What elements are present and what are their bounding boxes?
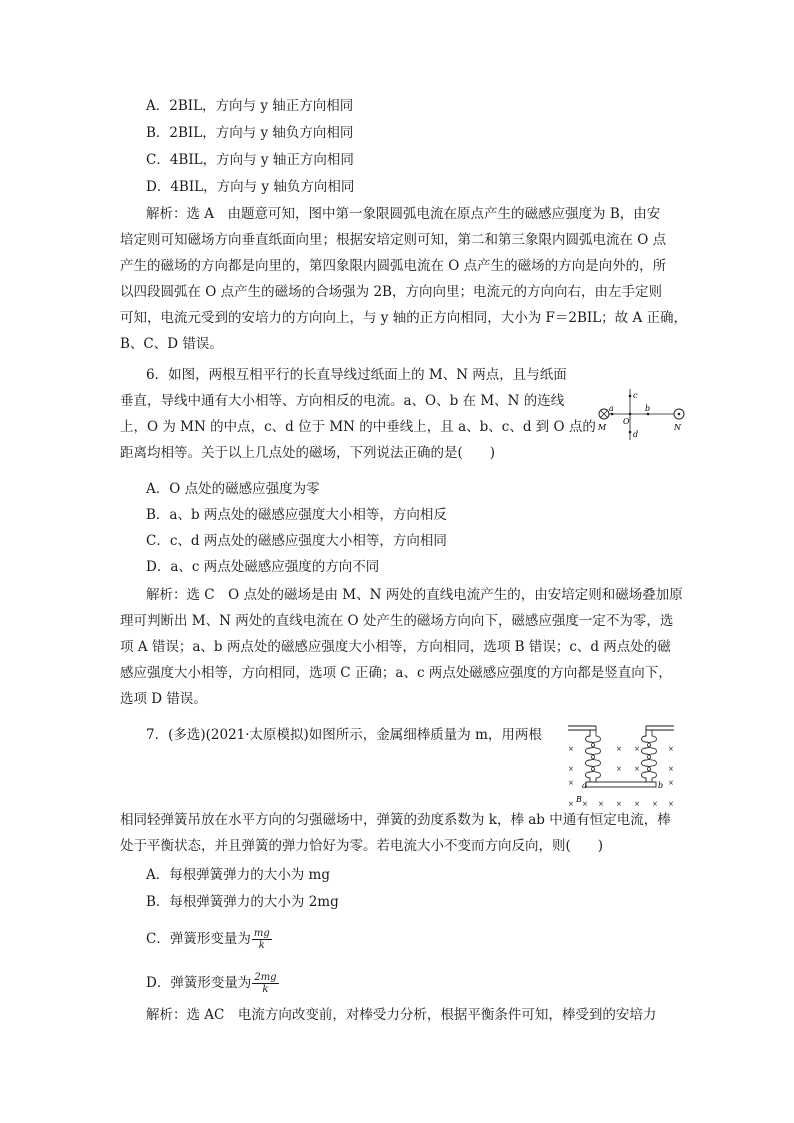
point-c (629, 395, 632, 398)
field-cross: × (598, 800, 604, 808)
field-cross: × (616, 745, 622, 753)
left-spring (586, 730, 595, 782)
q6-analysis-line: 感应强度大小相等，方向相同，选项 C 正确；a、c 两点处磁感应强度的方向都是竖直向下， (120, 665, 672, 681)
q7-option-a: A．每根弹簧弹力的大小为 mg (146, 867, 330, 883)
q5-option-d: D．4BIL，方向与 y 轴负方向相同 (146, 179, 355, 195)
label-b: b (645, 404, 651, 413)
q6-option-c: C．c、d 两点处的磁感应强度大小相等，方向相同 (146, 533, 447, 549)
field-cross: × (668, 800, 674, 808)
q7-stem-first-line: 7．(多选)(2021·太原模拟)如图所示，金属细棒质量为 m，用两根 (146, 727, 542, 743)
field-cross: × (668, 745, 674, 753)
fraction (252, 928, 272, 951)
label-b: b (658, 781, 664, 790)
q6-analysis-line: 解析：选 C O 点处的磁场是由 M、N 两处的直线电流产生的，由安培定则和磁场叠加原 (146, 587, 683, 603)
q6-stem-line: 距离均相等。关于以上几点处的磁场，下列说法正确的是( ) (120, 445, 496, 461)
fraction (252, 972, 278, 995)
q5-option-a: A．2BIL，方向与 y 轴正方向相同 (146, 98, 354, 114)
q5-analysis-line: 以四段圆弧在 O 点产生的磁场的合场强为 2B，方向向里；电流元的方向向右，由左手定则 (120, 284, 662, 300)
label-o: O (623, 417, 630, 426)
q7-option-c-label: C．弹簧形变量为 (146, 931, 251, 947)
label-d: d (633, 430, 639, 439)
right-ceiling-mount (646, 726, 674, 730)
q7-option-d-label: D．弹簧形变量为 (146, 975, 252, 991)
label-field-b: B (576, 795, 582, 804)
field-cross: × (634, 765, 640, 773)
q7-option-c (146, 928, 272, 951)
q5-analysis-line: 培定则可知磁场方向垂直纸面向里；根据安培定则可知，第二和第三象限内圆弧电流在 O 点 (120, 232, 667, 248)
magnetic-field-crosses (568, 745, 674, 808)
fraction-numerator: 2mg (254, 972, 277, 983)
q6-analysis-line: 选项 D 错误。 (120, 691, 207, 707)
q5-analysis (120, 201, 688, 357)
point-a (611, 413, 614, 416)
q7-stem-line: 处于平衡状态，并且弹簧的弹力恰好为零。若电流大小不变而方向反向，则( ) (120, 838, 604, 854)
field-cross: × (616, 800, 622, 808)
q6-stem-line: 上，O 为 MN 的中点，c、d 位于 MN 的中垂线上，且 a、b、c、d 到 O 点的 (120, 419, 596, 435)
label-c: c (633, 391, 638, 400)
q7-analysis-line: 解析：选 AC 电流方向改变前，对棒受力分析，根据平衡条件可知，棒受到的安培力 (146, 1007, 657, 1023)
q5-option-b: B．2BIL，方向与 y 轴负方向相同 (146, 125, 354, 141)
fraction-denominator: k (258, 940, 265, 951)
field-cross: × (634, 800, 640, 808)
q6-analysis-line: 理可判断出 M、N 两处的直线电流在 O 处产生的磁场方向向下，磁感应强度一定不为零，选 (120, 613, 674, 629)
q7-stem-line: 相同轻弹簧吊放在水平方向的匀强磁场中，弹簧的劲度系数为 k，棒 ab 中通有恒定电流，棒 (120, 812, 671, 828)
field-cross: × (568, 765, 574, 773)
label-a: a (582, 781, 587, 790)
fraction-numerator: mg (253, 928, 270, 939)
field-cross: × (634, 745, 640, 753)
q5-analysis-line: 可知，电流元受到的安培力的方向向上，与 y 轴的正方向相同，大小为 F＝2BIL；故 A 正确， (120, 310, 688, 326)
q7-stem (120, 807, 680, 859)
label-a: a (609, 404, 614, 413)
q7-option-d (146, 972, 279, 995)
q7-option-b: B．每根弹簧弹力的大小为 2mg (146, 894, 339, 910)
q6-stem-line: 垂直，导线中通有大小相等、方向相反的电流。a、O、b 在 M、N 的连线 (120, 393, 565, 409)
metal-rod (586, 782, 656, 787)
q6-option-d: D．a、c 两点处磁感应强度的方向不同 (146, 559, 380, 575)
q7-figure (562, 724, 678, 810)
q6-figure (592, 384, 692, 444)
field-cross: × (568, 779, 574, 787)
field-cross: × (616, 765, 622, 773)
q7-analysis (120, 1002, 680, 1028)
label-n: N (674, 423, 681, 432)
q6-stem-line: 6．如图，两根互相平行的长直导线过纸面上的 M、N 两点，且与纸面 (146, 367, 567, 383)
q5-analysis-line: 解析：选 A 由题意可知，图中第一象限圆弧电流在原点产生的磁感应强度为 B，由安 (146, 206, 661, 222)
q6-stem (120, 362, 596, 466)
q5-analysis-line: 产生的磁场的方向都是向里的，第四象限内圆弧电流在 O 点产生的磁场的方向是向外的，所 (120, 258, 667, 274)
fraction-denominator: k (262, 984, 269, 995)
field-cross: × (652, 800, 658, 808)
field-cross: × (668, 765, 674, 773)
q6-option-a: A．O 点处的磁感应强度为零 (146, 481, 320, 497)
field-cross: × (568, 800, 574, 808)
left-spring-back (592, 730, 601, 782)
q5-analysis-line: B、C、D 错误。 (120, 336, 223, 352)
point-b (647, 413, 650, 416)
label-m: M (598, 423, 607, 432)
right-spring (642, 730, 651, 782)
point-o (629, 413, 632, 416)
field-cross: × (668, 779, 674, 787)
q6-analysis-line: 项 A 错误；a、b 两点处的磁感应强度大小相等，方向相同，选项 B 错误；c、d 两点处的磁 (120, 639, 671, 655)
field-cross: × (582, 800, 588, 808)
q6-option-b: B．a、b 两点处的磁感应强度大小相等，方向相反 (146, 507, 447, 523)
q6-analysis (120, 582, 683, 712)
right-spring-back (648, 730, 657, 782)
left-ceiling-mount (568, 726, 596, 730)
q5-option-c: C．4BIL，方向与 y 轴正方向相同 (146, 152, 354, 168)
field-cross: × (568, 745, 574, 753)
point-d (629, 431, 632, 434)
